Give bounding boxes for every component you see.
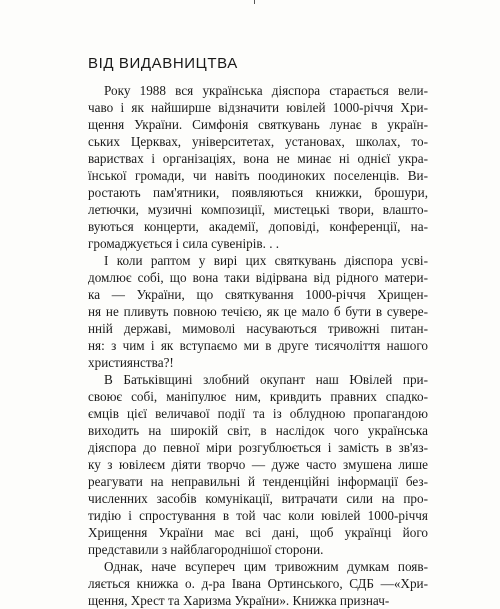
text-line: Однак, наче всупереч цим тривожним думкам появ- bbox=[104, 559, 428, 574]
text-line: ємців цієї величавої події та із облудною пропагандою bbox=[88, 406, 428, 421]
text-line: громаджується і сила сувенірів. . . bbox=[88, 236, 280, 251]
text-line: християнства?! bbox=[88, 355, 174, 370]
text-line: вуються концерти, академії, доповіді, конференції, на- bbox=[88, 219, 428, 234]
text-line: І коли раптом у вирі цих святкувань діяспора усві- bbox=[104, 253, 428, 268]
section-heading: ВІД ВИДАВНИЦТВА bbox=[88, 55, 238, 72]
text-line: нній державі, мимоволі насуваються тривожні питан- bbox=[88, 321, 428, 336]
text-line: ня: з чим і як вступаємо ми в друге тисячоліття нашого bbox=[88, 338, 428, 353]
text-line: Року 1988 вся українська діяспора старається вели- bbox=[104, 83, 428, 98]
text-line: ка — України, що святкування 1000-річчя Хрищен- bbox=[88, 287, 428, 302]
text-line: Хрищення України має всі дані, щоб українці його bbox=[88, 525, 428, 540]
text-line: ня не пливуть повною течією, як це мало б бути в сувере- bbox=[88, 304, 428, 319]
text-line: щення, Хрест та Харизма України». Книжка признач- bbox=[88, 593, 390, 608]
text-line: ляється книжка о. д-ра Івана Ортинського, СДБ —«Хри- bbox=[88, 576, 428, 591]
text-line: виходить на широкій світ, в наслідок чого українська bbox=[88, 423, 428, 438]
text-line: реагувати на неправильні й тенденційні інформації без- bbox=[88, 474, 428, 489]
text-line: представили з найблагороднішої сторони. bbox=[88, 542, 324, 557]
text-line: тидію і спростування в той час коли ювілей 1000-річчя bbox=[88, 508, 428, 523]
text-line: їнської громади, чи навіть поодиноких поселенців. Ви- bbox=[88, 168, 428, 183]
text-line: діяспора до певної міри розгублюється і замість в зв'яз- bbox=[88, 440, 428, 455]
text-line: летючки, музичні композиції, мистецькі твори, влашто- bbox=[88, 202, 428, 217]
text-line: домлює собі, що вона таки відірвана від рідного матери- bbox=[88, 270, 428, 285]
page-top-mark bbox=[254, 0, 255, 4]
text-line: вариствах і організаціях, вона не минає ні однієї укра- bbox=[88, 151, 428, 166]
text-line: численних засобів комунікації, витрачати сили на про- bbox=[88, 491, 428, 506]
text-line: ських Церквах, університетах, установах, школах, то- bbox=[88, 134, 428, 149]
text-line: ку з ювілеєм діяти творчо — дуже часто змушена лише bbox=[88, 457, 428, 472]
text-line: ростають пам'ятники, появляються книжки, брошури, bbox=[88, 185, 428, 200]
text-line: В Батьківщині злобний окупант наш Ювілей при- bbox=[104, 372, 428, 387]
text-line: чаво і як найширше відзначити ювілей 1000-річчя Хри- bbox=[88, 100, 428, 115]
text-line: своює собі, маніпулює ним, кривдить правних спадко- bbox=[88, 389, 428, 404]
text-line: щення України. Симфонія святкувань лунає в україн- bbox=[88, 117, 428, 132]
